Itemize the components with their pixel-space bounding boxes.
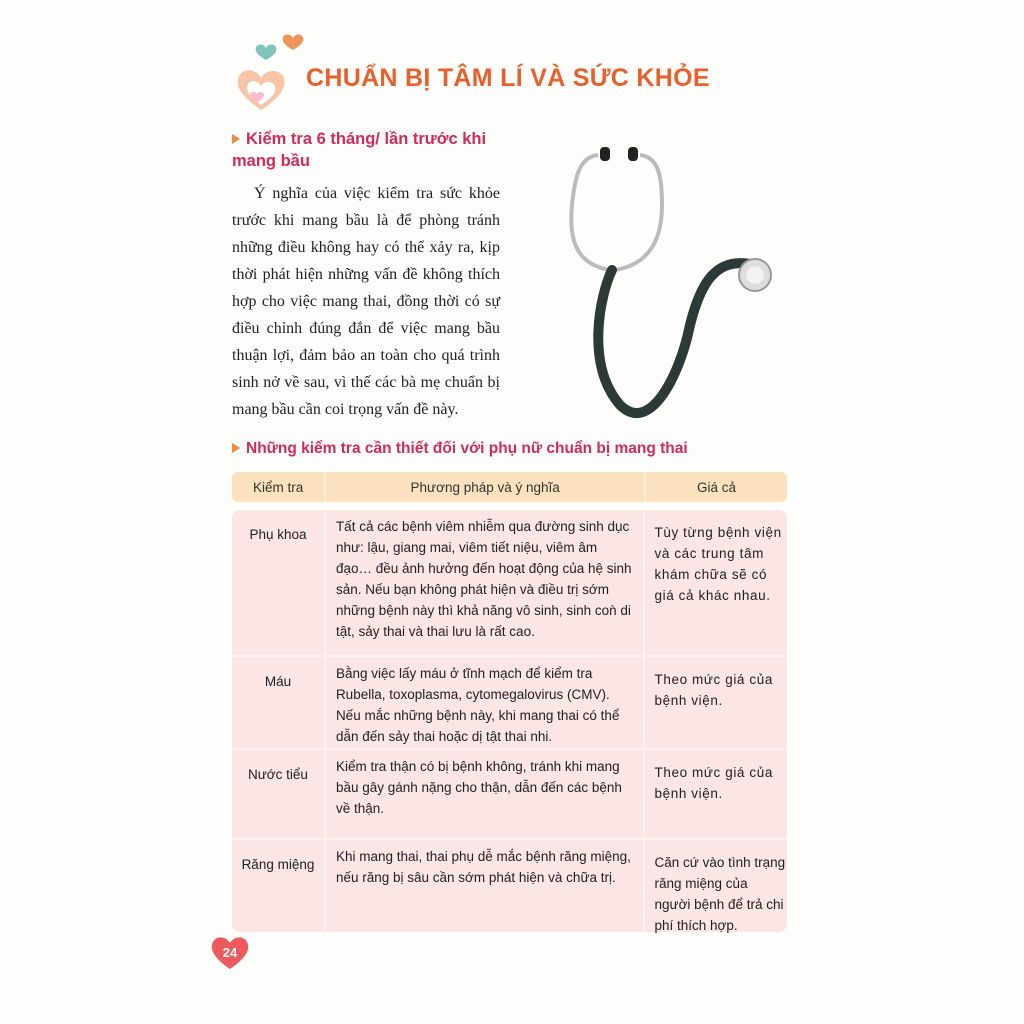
cell-method: Tất cả các bệnh viêm nhiễm qua đường sinh dục như: lậu, giang mai, viêm tiết niệu, viêm âm đạo… đều ảnh hưởng đến hoạt động của hệ sinh sản. Nếu bạn không phát hiện và điều trị sớm những bệnh này thì khả năng vô sinh, sinh coǹ di tật, sảy thai và thai lưu là rất cao. bbox=[326, 510, 645, 655]
page-number bbox=[210, 935, 250, 971]
table-header bbox=[232, 472, 787, 502]
section-heading bbox=[232, 128, 532, 172]
page-title: CHUẨN BỊ TÂM LÍ VÀ SỨC KHỎE bbox=[306, 64, 710, 92]
table-heading bbox=[232, 440, 688, 458]
bullet-icon bbox=[232, 134, 240, 144]
cell-test: Phụ khoa bbox=[232, 510, 326, 655]
table-row bbox=[232, 748, 787, 840]
intro-column bbox=[232, 128, 532, 423]
cell-method: Bằng việc lấy máu ở tĩnh mạch để kiểm tra Rubella, toxoplasma, cytomegalovirus (CMV). Nếu mắc những bệnh này, khi mang thai có thể dẫn đến sảy thai hoặc dị tật thai nhi. bbox=[326, 657, 645, 750]
body-paragraph: Ý nghĩa của việc kiểm tra sức khỏe trước khi mang bầu là để phòng tránh những điều không hay có thể xảy ra, kịp thời phát hiện những vấn đề không thích hợp cho việc mang thai, đồng thời có sự điều chỉnh đúng đắn để việc mang bầu thuận lợi, đảm bảo an toàn cho quá trình sinh nở về sau, vì thế các bà mẹ chuẩn bị mang bầu cần coi trọng vấn đề này. bbox=[232, 185, 500, 418]
table-row bbox=[232, 510, 787, 655]
table-heading-text: Những kiểm tra cần thiết đối với phụ nữ chuẩn bị mang thai bbox=[246, 440, 688, 457]
cell-method: Khi mang thai, thai phụ dễ mắc bệnh răng miệng, nếu răng bị sâu cần sớm phát hiện và chữa trị. bbox=[326, 840, 645, 934]
cell-price: Theo mức giá của bệnh viện. bbox=[654, 672, 773, 708]
table-row bbox=[232, 838, 787, 934]
cell-price: Tùy từng bệnh viện và các trung tâm khám chữa sẽ có giá cả khác nhau. bbox=[654, 525, 782, 603]
column-header: Kiểm tra bbox=[232, 472, 326, 502]
cell-test: Răng miệng bbox=[232, 840, 326, 934]
column-header: Phương pháp và ý nghĩa bbox=[326, 472, 646, 502]
table-body bbox=[232, 510, 787, 932]
cell-test: Nước tiểu bbox=[232, 750, 326, 840]
hearts-decoration-icon bbox=[236, 30, 316, 115]
stethoscope-image bbox=[540, 135, 800, 425]
column-header: Giá cả bbox=[696, 479, 737, 495]
table-row bbox=[232, 655, 787, 750]
cell-price: Căn cứ vào tình trạng răng miệng của người bệnh để trả chi phí thích hợp. bbox=[654, 855, 786, 933]
cell-method: Kiểm tra thận có bị bệnh không, tránh khi mang bầu gây gánh nặng cho thận, dẫn đến các bệnh về thận. bbox=[326, 750, 645, 840]
bullet-icon bbox=[232, 443, 240, 453]
section-heading-text: Kiểm tra 6 tháng/ lần trước khi mang bầu bbox=[232, 130, 487, 170]
page-number-text: 24 bbox=[222, 945, 238, 960]
cell-test: Máu bbox=[232, 657, 326, 750]
cell-price: Theo mức giá của bệnh viện. bbox=[654, 765, 773, 801]
